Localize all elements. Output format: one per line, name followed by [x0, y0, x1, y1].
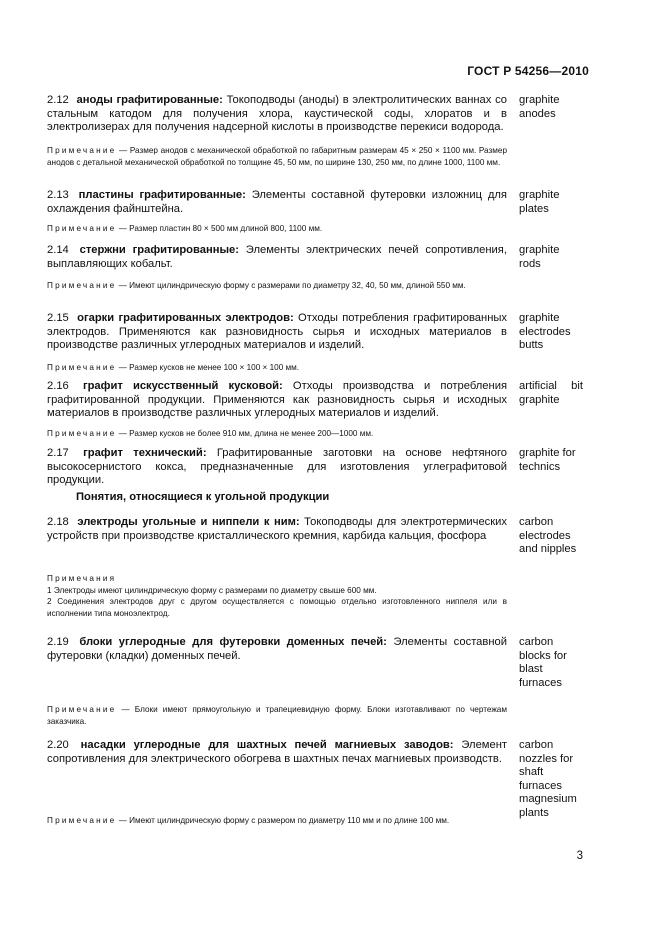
term-definition: Элементы электрических печей сопротивления, выплавляющих кобальт.	[47, 244, 507, 270]
term-note	[47, 362, 507, 374]
note-text: — Имеют цилиндрическую форму с размерами по диаметру 32, 40, 50 мм, длиной 550 мм.	[116, 281, 466, 290]
term-notes	[47, 573, 507, 619]
term-english: graphite anodes	[519, 94, 560, 120]
note-label: Примечание	[47, 224, 117, 233]
page-number: 3	[576, 850, 583, 862]
term-definition: Элемент сопротивления для электрического обогрева в шахтных печах магниевых производств.	[47, 739, 508, 765]
term-entry-2-20	[47, 739, 507, 766]
term-note	[47, 280, 507, 292]
note-label: Примечание	[47, 146, 117, 155]
term-english: carbon nozzles for shaft furnaces magnesium plants	[519, 739, 577, 819]
term-definition: Графитированные заготовки на основе нефтяного высокосернистого кокса, предназначенные для изготовления углеграфитовой продукции.	[47, 447, 507, 487]
section-heading: Понятия, относящиеся к угольной продукции	[76, 491, 330, 503]
note-item: 2 Соединения электродов друг с другом осуществляется с помощью отдельно изготовленного ниппеля или в исполнении типа моноэлектрод.	[47, 597, 507, 618]
note-text: — Размер пластин 80 × 500 мм длиной 800, 1100 мм.	[116, 224, 323, 233]
term-definition: Элементы составной футеровки (кладки) доменных печей.	[47, 636, 508, 662]
term-number: 2.16	[47, 380, 69, 392]
term-note	[47, 428, 507, 440]
term-definition: Отходы производства и потребления графитированной продукции. Применяются как разновидность сырья и исходных материалов в производстве различных углеродных материалов и изделий.	[47, 380, 507, 420]
term-entry-2-19	[47, 636, 507, 663]
term-number: 2.15	[47, 312, 69, 324]
note-text: — Размер анодов с механической обработкой по габаритным размерам 45 × 250 × 1100 мм. Размер анодов с детальной механической обработкой по толщине 45, 50 мм, по ширине 130, 250 мм, по длине 1000, 1100 мм.	[47, 146, 507, 167]
term-number: 2.19	[47, 636, 69, 648]
term-note	[47, 145, 507, 168]
term-number: 2.12	[47, 94, 69, 106]
term-name: пластины графитированные:	[78, 189, 246, 201]
term-entry-2-16	[47, 380, 507, 421]
term-name: электроды угольные и ниппели к ним:	[77, 516, 300, 528]
term-number: 2.13	[47, 189, 69, 201]
note-text: — Имеют цилиндрическую форму с размером по диаметру 110 мм и по длине 100 мм.	[116, 816, 450, 825]
term-name: стержни графитированные:	[79, 244, 239, 256]
term-entry-2-12	[47, 94, 507, 135]
term-definition: Токоподводы для электротермических устройств при производстве кристаллического кремния, карбида кальция, фосфора	[47, 516, 508, 542]
term-name: графит искусственный кусковой:	[82, 380, 283, 392]
term-definition: Отходы потребления графитированных электродов. Применяются как разновидность сырья и исходных материалов в производстве различных углеродных материалов и изделий.	[47, 312, 508, 352]
note-label: Примечание	[47, 705, 117, 714]
term-english: graphite electrodes butts	[519, 312, 571, 352]
term-number: 2.14	[47, 244, 69, 256]
term-name: блоки углеродные для футеровки доменных печей:	[79, 636, 387, 648]
term-note	[47, 815, 507, 827]
term-note	[47, 223, 507, 235]
term-english: artificial bit graphite	[519, 380, 583, 406]
note-text: — Размер кусков не более 910 мм, длина не менее 200—1000 мм.	[116, 429, 374, 438]
term-name: графит технический:	[83, 447, 207, 459]
term-english: graphite plates	[519, 189, 560, 215]
term-number: 2.17	[47, 447, 69, 459]
term-english: carbon electrodes and nipples	[519, 516, 577, 556]
term-english: carbon blocks for blast furnaces	[519, 636, 567, 689]
term-name: огарки графитированных электродов:	[77, 312, 294, 324]
term-entry-2-14	[47, 244, 507, 271]
note-label: Примечание	[47, 429, 117, 438]
note-label: Примечание	[47, 363, 117, 372]
term-note	[47, 704, 507, 727]
note-text: — Размер кусков не менее 100 × 100 × 100 мм.	[116, 363, 300, 372]
term-english: graphite rods	[519, 244, 560, 270]
term-entry-2-17	[47, 447, 507, 488]
term-entry-2-18	[47, 516, 507, 543]
term-entry-2-15	[47, 312, 507, 353]
term-definition: Токоподводы (аноды) в электролитических ваннах со стальным катодом для получения хлора, каустической соды, хлоратов и в электролизерах для получения надсерной кислоты в производстве перекиси водорода.	[47, 94, 508, 134]
term-english: graphite for technics	[519, 447, 576, 473]
term-name: насадки углеродные для шахтных печей магниевых заводов:	[80, 739, 454, 751]
note-label: Примечание	[47, 816, 117, 825]
term-entry-2-13	[47, 189, 507, 216]
notes-label: Примечания	[47, 574, 117, 583]
term-name: аноды графитированные:	[76, 94, 223, 106]
document-header: ГОСТ Р 54256—2010	[467, 64, 589, 78]
term-number: 2.20	[47, 739, 69, 751]
term-definition: Элементы составной футеровки изложниц для охлаждения файнштейна.	[47, 189, 507, 215]
note-label: Примечание	[47, 281, 117, 290]
term-number: 2.18	[47, 516, 69, 528]
note-item: 1 Электроды имеют цилиндрическую форму с размерами по диаметру свыше 600 мм.	[47, 585, 377, 595]
note-text: — Блоки имеют прямоугольную и трапециевидную форму. Блоки изготавливают по чертежам заказчика.	[47, 705, 507, 726]
